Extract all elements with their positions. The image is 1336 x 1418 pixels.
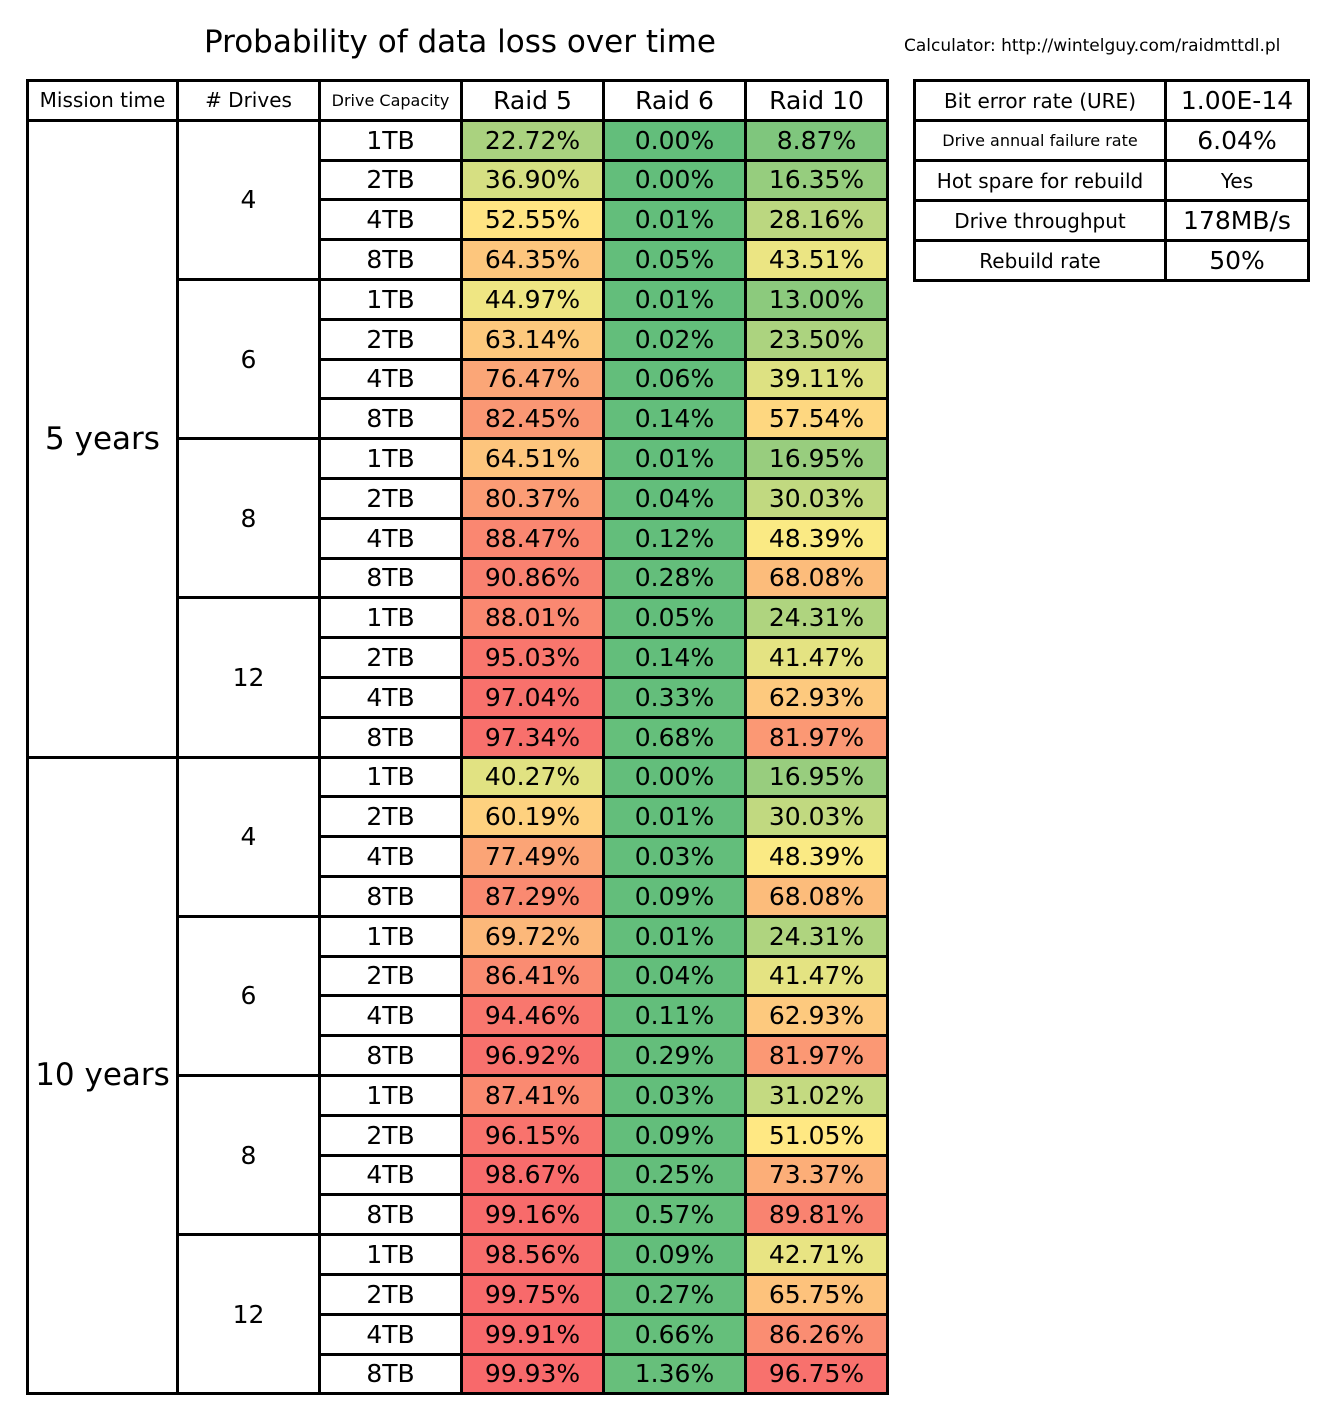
raid10-cell: 16.95% [746,757,888,797]
raid5-cell: 99.91% [462,1314,604,1354]
raid5-cell: 63.14% [462,319,604,359]
capacity-cell: 1TB [320,598,462,638]
raid10-cell: 23.50% [746,319,888,359]
raid6-cell: 0.03% [604,1075,746,1115]
raid6-cell: 0.04% [604,956,746,996]
parameter-value: 178MB/s [1166,201,1309,241]
raid5-cell: 90.86% [462,558,604,598]
raid10-cell: 96.75% [746,1354,888,1394]
raid6-cell: 0.27% [604,1274,746,1314]
raid5-cell: 95.03% [462,638,604,678]
raid10-cell: 13.00% [746,279,888,319]
capacity-cell: 2TB [320,1115,462,1155]
parameter-label: Drive annual failure rate [915,121,1166,161]
raid5-cell: 99.75% [462,1274,604,1314]
capacity-cell: 2TB [320,160,462,200]
raid5-cell: 52.55% [462,200,604,240]
raid5-cell: 87.41% [462,1075,604,1115]
column-header: Drive Capacity [320,81,462,121]
column-header: Raid 10 [746,81,888,121]
table-row [28,120,888,160]
raid6-cell: 0.01% [604,439,746,479]
capacity-cell: 4TB [320,359,462,399]
raid10-cell: 57.54% [746,399,888,439]
calculator-note: Calculator: http://wintelguy.com/raidmttdl.pl [904,36,1281,56]
raid5-cell: 36.90% [462,160,604,200]
raid10-cell: 68.08% [746,558,888,598]
raid6-cell: 0.25% [604,1155,746,1195]
raid5-cell: 64.35% [462,240,604,280]
raid10-cell: 31.02% [746,1075,888,1115]
raid10-cell: 30.03% [746,478,888,518]
parameter-row [915,121,1309,161]
capacity-cell: 1TB [320,757,462,797]
raid6-cell: 0.14% [604,399,746,439]
raid6-cell: 0.09% [604,1235,746,1275]
capacity-cell: 4TB [320,837,462,877]
capacity-cell: 8TB [320,876,462,916]
parameters-table [913,79,1310,282]
raid10-cell: 68.08% [746,876,888,916]
raid5-cell: 97.34% [462,717,604,757]
capacity-cell: 1TB [320,279,462,319]
raid5-cell: 60.19% [462,797,604,837]
column-header: Raid 6 [604,81,746,121]
raid5-cell: 64.51% [462,439,604,479]
raid10-cell: 62.93% [746,677,888,717]
raid6-cell: 0.57% [604,1195,746,1235]
capacity-cell: 8TB [320,399,462,439]
capacity-cell: 4TB [320,200,462,240]
raid10-cell: 51.05% [746,1115,888,1155]
raid10-cell: 41.47% [746,638,888,678]
capacity-cell: 2TB [320,797,462,837]
raid10-cell: 86.26% [746,1314,888,1354]
capacity-cell: 8TB [320,558,462,598]
capacity-cell: 2TB [320,638,462,678]
drive-count-cell: 6 [178,916,320,1075]
raid10-cell: 73.37% [746,1155,888,1195]
capacity-cell: 2TB [320,956,462,996]
raid10-cell: 16.35% [746,160,888,200]
drive-count-cell: 12 [178,1235,320,1394]
raid6-cell: 0.09% [604,876,746,916]
header-row [28,81,888,121]
capacity-cell: 1TB [320,120,462,160]
raid10-cell: 48.39% [746,518,888,558]
raid10-cell: 65.75% [746,1274,888,1314]
raid10-cell: 30.03% [746,797,888,837]
raid10-cell: 41.47% [746,956,888,996]
raid6-cell: 0.05% [604,598,746,638]
raid6-cell: 0.33% [604,677,746,717]
capacity-cell: 4TB [320,996,462,1036]
capacity-cell: 4TB [320,1155,462,1195]
column-header: Mission time [28,81,178,121]
drive-count-cell: 6 [178,279,320,438]
raid6-cell: 0.01% [604,200,746,240]
mission-time-cell: 10 years [28,757,178,1394]
raid5-cell: 88.47% [462,518,604,558]
table-body [28,120,888,1394]
raid5-cell: 82.45% [462,399,604,439]
capacity-cell: 1TB [320,1075,462,1115]
raid6-cell: 0.01% [604,797,746,837]
parameter-row [915,201,1309,241]
raid5-cell: 98.56% [462,1235,604,1275]
raid5-cell: 98.67% [462,1155,604,1195]
parameter-row [915,241,1309,281]
raid5-cell: 99.16% [462,1195,604,1235]
raid10-cell: 89.81% [746,1195,888,1235]
raid10-cell: 62.93% [746,996,888,1036]
capacity-cell: 1TB [320,1235,462,1275]
raid6-cell: 0.11% [604,996,746,1036]
raid10-cell: 43.51% [746,240,888,280]
capacity-cell: 2TB [320,478,462,518]
parameter-label: Bit error rate (URE) [915,81,1166,121]
raid6-cell: 0.04% [604,478,746,518]
raid6-cell: 0.01% [604,279,746,319]
raid10-cell: 16.95% [746,439,888,479]
raid5-cell: 88.01% [462,598,604,638]
parameter-label: Drive throughput [915,201,1166,241]
capacity-cell: 2TB [320,319,462,359]
raid5-cell: 97.04% [462,677,604,717]
raid5-cell: 96.92% [462,1036,604,1076]
capacity-cell: 4TB [320,518,462,558]
capacity-cell: 2TB [320,1274,462,1314]
parameter-label: Hot spare for rebuild [915,161,1166,201]
raid5-cell: 40.27% [462,757,604,797]
drive-count-cell: 4 [178,757,320,916]
drive-count-cell: 8 [178,1075,320,1234]
raid6-cell: 0.00% [604,757,746,797]
raid5-cell: 76.47% [462,359,604,399]
capacity-cell: 8TB [320,1036,462,1076]
raid10-cell: 28.16% [746,200,888,240]
raid10-cell: 42.71% [746,1235,888,1275]
raid10-cell: 48.39% [746,837,888,877]
mission-time-cell: 5 years [28,120,178,757]
raid6-cell: 0.29% [604,1036,746,1076]
raid10-cell: 81.97% [746,717,888,757]
raid5-cell: 87.29% [462,876,604,916]
capacity-cell: 8TB [320,717,462,757]
parameter-row [915,81,1309,121]
table-row [28,757,888,797]
raid6-cell: 0.00% [604,160,746,200]
drive-count-cell: 8 [178,439,320,598]
raid5-cell: 80.37% [462,478,604,518]
raid6-cell: 0.00% [604,120,746,160]
drive-count-cell: 4 [178,120,320,279]
raid6-cell: 0.12% [604,518,746,558]
capacity-cell: 1TB [320,916,462,956]
raid6-cell: 0.14% [604,638,746,678]
capacity-cell: 1TB [320,439,462,479]
parameter-label: Rebuild rate [915,241,1166,281]
raid6-cell: 0.06% [604,359,746,399]
raid5-cell: 94.46% [462,996,604,1036]
raid6-cell: 0.02% [604,319,746,359]
capacity-cell: 4TB [320,677,462,717]
raid6-cell: 0.28% [604,558,746,598]
raid6-cell: 0.09% [604,1115,746,1155]
raid6-cell: 0.01% [604,916,746,956]
data-loss-table [26,79,889,1395]
parameter-row [915,161,1309,201]
parameter-value: 6.04% [1166,121,1309,161]
capacity-cell: 8TB [320,1195,462,1235]
raid6-cell: 1.36% [604,1354,746,1394]
raid6-cell: 0.66% [604,1314,746,1354]
page-title: Probability of data loss over time [204,24,716,60]
raid10-cell: 39.11% [746,359,888,399]
parameter-value: 50% [1166,241,1309,281]
raid6-cell: 0.68% [604,717,746,757]
column-header: Raid 5 [462,81,604,121]
parameter-value: 1.00E-14 [1166,81,1309,121]
raid10-cell: 24.31% [746,598,888,638]
raid5-cell: 69.72% [462,916,604,956]
raid10-cell: 8.87% [746,120,888,160]
parameter-value: Yes [1166,161,1309,201]
raid10-cell: 24.31% [746,916,888,956]
raid5-cell: 96.15% [462,1115,604,1155]
column-header: # Drives [178,81,320,121]
raid5-cell: 99.93% [462,1354,604,1394]
capacity-cell: 8TB [320,240,462,280]
raid6-cell: 0.03% [604,837,746,877]
drive-count-cell: 12 [178,598,320,757]
raid5-cell: 22.72% [462,120,604,160]
raid5-cell: 44.97% [462,279,604,319]
raid5-cell: 77.49% [462,837,604,877]
raid10-cell: 81.97% [746,1036,888,1076]
raid5-cell: 86.41% [462,956,604,996]
capacity-cell: 8TB [320,1354,462,1394]
raid6-cell: 0.05% [604,240,746,280]
capacity-cell: 4TB [320,1314,462,1354]
